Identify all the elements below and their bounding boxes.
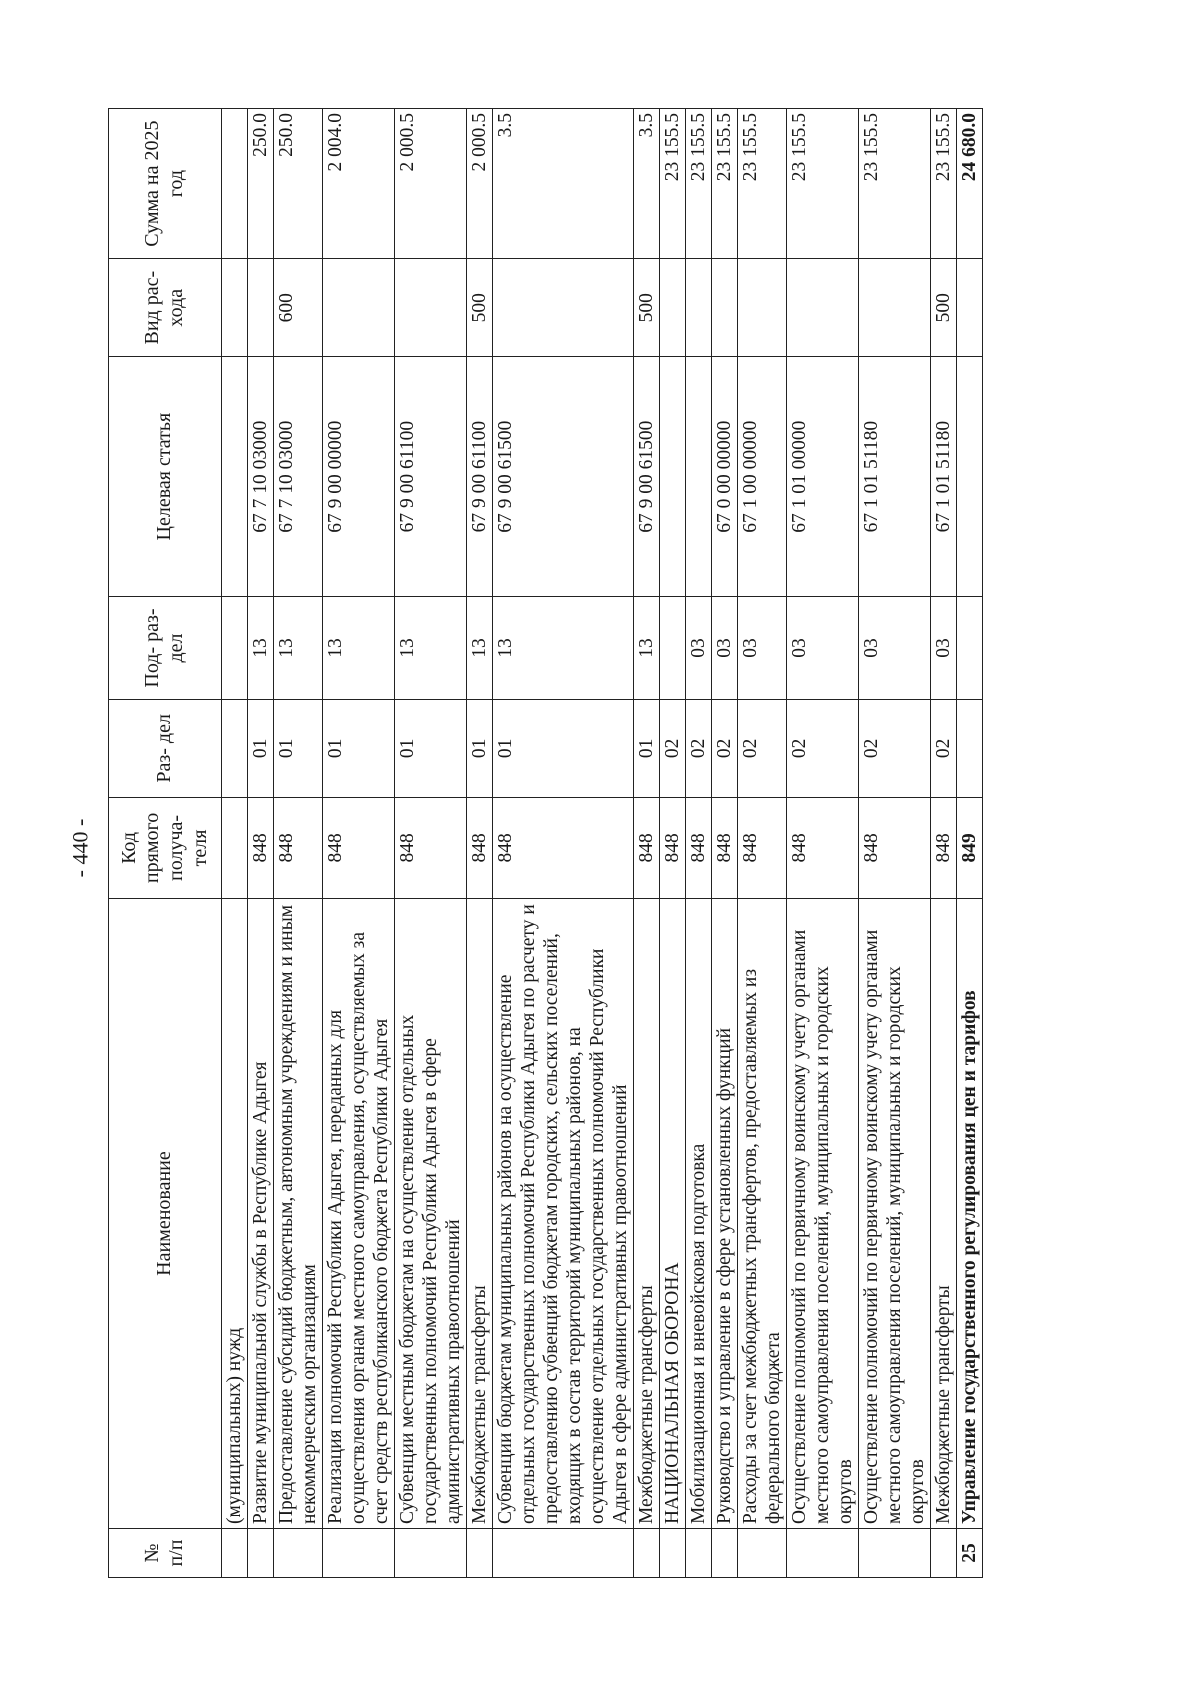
cell-podrazdel [957,597,983,700]
cell-code [222,797,248,898]
cell-code: 848 [660,797,686,898]
cell-cel: 67 1 01 00000 [787,357,859,597]
table-row [738,109,787,1578]
cell-num: 25 [957,1529,983,1578]
cell-sum: 3.5 [634,109,660,259]
cell-razdel: 01 [467,699,493,797]
cell-name: Субвенции бюджетам муниципальных районов на осуществление отдельных государственных полномочий Республики Адыгея по расчету и предоставлению субвенций бюджетам городских, сельских поселений, входящих в состав территорий муниципальных районов, на осуществление отдельных государственных полномочий Республики Адыгея в сфере административных правоотношений [493,899,634,1529]
cell-num [859,1529,931,1578]
cell-name: (муниципальных) нужд [222,899,248,1529]
page-number-box [60,818,100,878]
cell-num [738,1529,787,1578]
cell-razdel: 02 [787,699,859,797]
header-name: Наименование [109,899,222,1529]
cell-razdel [222,699,248,797]
cell-vid [395,259,467,357]
cell-name: Реализация полномочий Республики Адыгея, переданных для осуществления органам местного самоуправления, осуществляемых за счет средств республиканского бюджета Республики Адыгея [323,899,395,1529]
cell-podrazdel: 03 [931,597,957,700]
cell-razdel: 01 [274,699,323,797]
header-code: Код прямого получа- теля [109,797,222,898]
cell-vid [248,259,274,357]
header-num: № п/п [109,1529,222,1578]
cell-cel [222,357,248,597]
header-razdel: Раз- дел [109,699,222,797]
cell-code: 848 [493,797,634,898]
table-row [957,109,983,1578]
cell-cel: 67 7 10 03000 [274,357,323,597]
cell-podrazdel: 13 [395,597,467,700]
cell-code: 848 [787,797,859,898]
table-row [787,109,859,1578]
header-vid: Вид рас- хода [109,259,222,357]
cell-razdel: 01 [395,699,467,797]
cell-vid [859,259,931,357]
cell-vid [493,259,634,357]
cell-name: Предоставление субсидий бюджетным, автономным учреждениям и иным некоммерческим организациям [274,899,323,1529]
cell-sum: 2 000.5 [467,109,493,259]
table-row [931,109,957,1578]
cell-sum: 2 000.5 [395,109,467,259]
cell-vid: 500 [931,259,957,357]
cell-razdel: 02 [738,699,787,797]
cell-sum: 23 155.5 [686,109,712,259]
cell-sum: 23 155.5 [859,109,931,259]
cell-podrazdel: 13 [323,597,395,700]
cell-name: НАЦИОНАЛЬНАЯ ОБОРОНА [660,899,686,1529]
table-row [395,109,467,1578]
cell-vid [787,259,859,357]
table-row [859,109,931,1578]
cell-vid [712,259,738,357]
cell-podrazdel: 13 [248,597,274,700]
table-row [467,109,493,1578]
cell-vid: 500 [634,259,660,357]
cell-razdel [957,699,983,797]
cell-vid [738,259,787,357]
cell-vid [957,259,983,357]
cell-code: 848 [712,797,738,898]
cell-name: Расходы за счет межбюджетных трансфертов, предоставляемых из федерального бюджета [738,899,787,1529]
cell-cel: 67 9 00 61500 [634,357,660,597]
cell-num [712,1529,738,1578]
cell-vid: 500 [467,259,493,357]
cell-num [493,1529,634,1578]
table-row [274,109,323,1578]
cell-vid [660,259,686,357]
cell-podrazdel: 03 [686,597,712,700]
cell-cel: 67 0 00 00000 [712,357,738,597]
cell-num [660,1529,686,1578]
cell-sum: 23 155.5 [660,109,686,259]
cell-razdel: 02 [712,699,738,797]
cell-podrazdel: 03 [787,597,859,700]
cell-cel: 67 7 10 03000 [248,357,274,597]
cell-num [222,1529,248,1578]
table-body [222,109,983,1578]
cell-razdel: 02 [686,699,712,797]
cell-vid [222,259,248,357]
cell-cel: 67 9 00 61100 [395,357,467,597]
cell-num [931,1529,957,1578]
cell-cel: 67 1 01 51180 [931,357,957,597]
cell-sum: 250.0 [274,109,323,259]
cell-podrazdel [660,597,686,700]
cell-vid [686,259,712,357]
table-row [686,109,712,1578]
cell-vid: 600 [274,259,323,357]
cell-podrazdel: 13 [274,597,323,700]
cell-razdel: 01 [493,699,634,797]
cell-cel: 67 1 00 00000 [738,357,787,597]
header-cel: Целевая статья [109,357,222,597]
cell-code: 848 [248,797,274,898]
table-row [323,109,395,1578]
cell-name: Межбюджетные трансферты [931,899,957,1529]
cell-vid [323,259,395,357]
cell-podrazdel: 13 [634,597,660,700]
cell-code: 848 [738,797,787,898]
cell-razdel: 02 [859,699,931,797]
cell-razdel: 01 [323,699,395,797]
cell-code: 848 [274,797,323,898]
table-row [248,109,274,1578]
cell-num [634,1529,660,1578]
cell-name: Субвенции местным бюджетам на осуществление отдельных государственных полномочий Республики Адыгея в сфере административных правоотношений [395,899,467,1529]
cell-sum: 23 155.5 [787,109,859,259]
cell-sum: 24 680.0 [957,109,983,259]
cell-name: Управление государственного регулирования цен и тарифов [957,899,983,1529]
cell-code: 849 [957,797,983,898]
cell-sum [222,109,248,259]
cell-cel [686,357,712,597]
cell-num [274,1529,323,1578]
table-row [712,109,738,1578]
cell-name: Развитие муниципальной службы в Республике Адыгея [248,899,274,1529]
cell-cel [957,357,983,597]
cell-razdel: 01 [248,699,274,797]
cell-name: Осуществление полномочий по первичному воинскому учету органами местного самоуправления поселений, муниципальных и городских округов [787,899,859,1529]
cell-name: Осуществление полномочий по первичному воинскому учету органами местного самоуправления поселений, муниципальных и городских округов [859,899,931,1529]
cell-num [323,1529,395,1578]
cell-razdel: 02 [660,699,686,797]
page-number: - 440 - [67,818,92,878]
cell-cel: 67 9 00 61100 [467,357,493,597]
table-row [493,109,634,1578]
cell-sum: 23 155.5 [738,109,787,259]
cell-num [686,1529,712,1578]
cell-podrazdel: 13 [467,597,493,700]
cell-sum: 3.5 [493,109,634,259]
cell-code: 848 [931,797,957,898]
cell-code: 848 [859,797,931,898]
table-row [660,109,686,1578]
cell-cel: 67 9 00 00000 [323,357,395,597]
cell-num [787,1529,859,1578]
cell-podrazdel: 13 [493,597,634,700]
cell-name: Руководство и управление в сфере установленных функций [712,899,738,1529]
cell-code: 848 [395,797,467,898]
header-row [109,109,222,1578]
cell-code: 848 [467,797,493,898]
cell-code: 848 [686,797,712,898]
cell-cel: 67 9 00 61500 [493,357,634,597]
cell-num [395,1529,467,1578]
cell-num [467,1529,493,1578]
header-podrazdel: Под- раз- дел [109,597,222,700]
cell-razdel: 01 [634,699,660,797]
cell-cel [660,357,686,597]
table-row [222,109,248,1578]
cell-name: Мобилизационная и вневойсковая подготовка [686,899,712,1529]
cell-sum: 23 155.5 [712,109,738,259]
budget-table [108,108,983,1578]
cell-sum: 23 155.5 [931,109,957,259]
cell-num [248,1529,274,1578]
cell-podrazdel: 03 [738,597,787,700]
budget-table-container [108,108,1068,1578]
cell-sum: 2 004.0 [323,109,395,259]
cell-cel: 67 1 01 51180 [859,357,931,597]
cell-podrazdel: 03 [712,597,738,700]
cell-name: Межбюджетные трансферты [467,899,493,1529]
cell-code: 848 [323,797,395,898]
cell-podrazdel: 03 [859,597,931,700]
cell-razdel: 02 [931,699,957,797]
cell-podrazdel [222,597,248,700]
cell-name: Межбюджетные трансферты [634,899,660,1529]
table-row [634,109,660,1578]
cell-sum: 250.0 [248,109,274,259]
cell-code: 848 [634,797,660,898]
header-sum: Сумма на 2025 год [109,109,222,259]
